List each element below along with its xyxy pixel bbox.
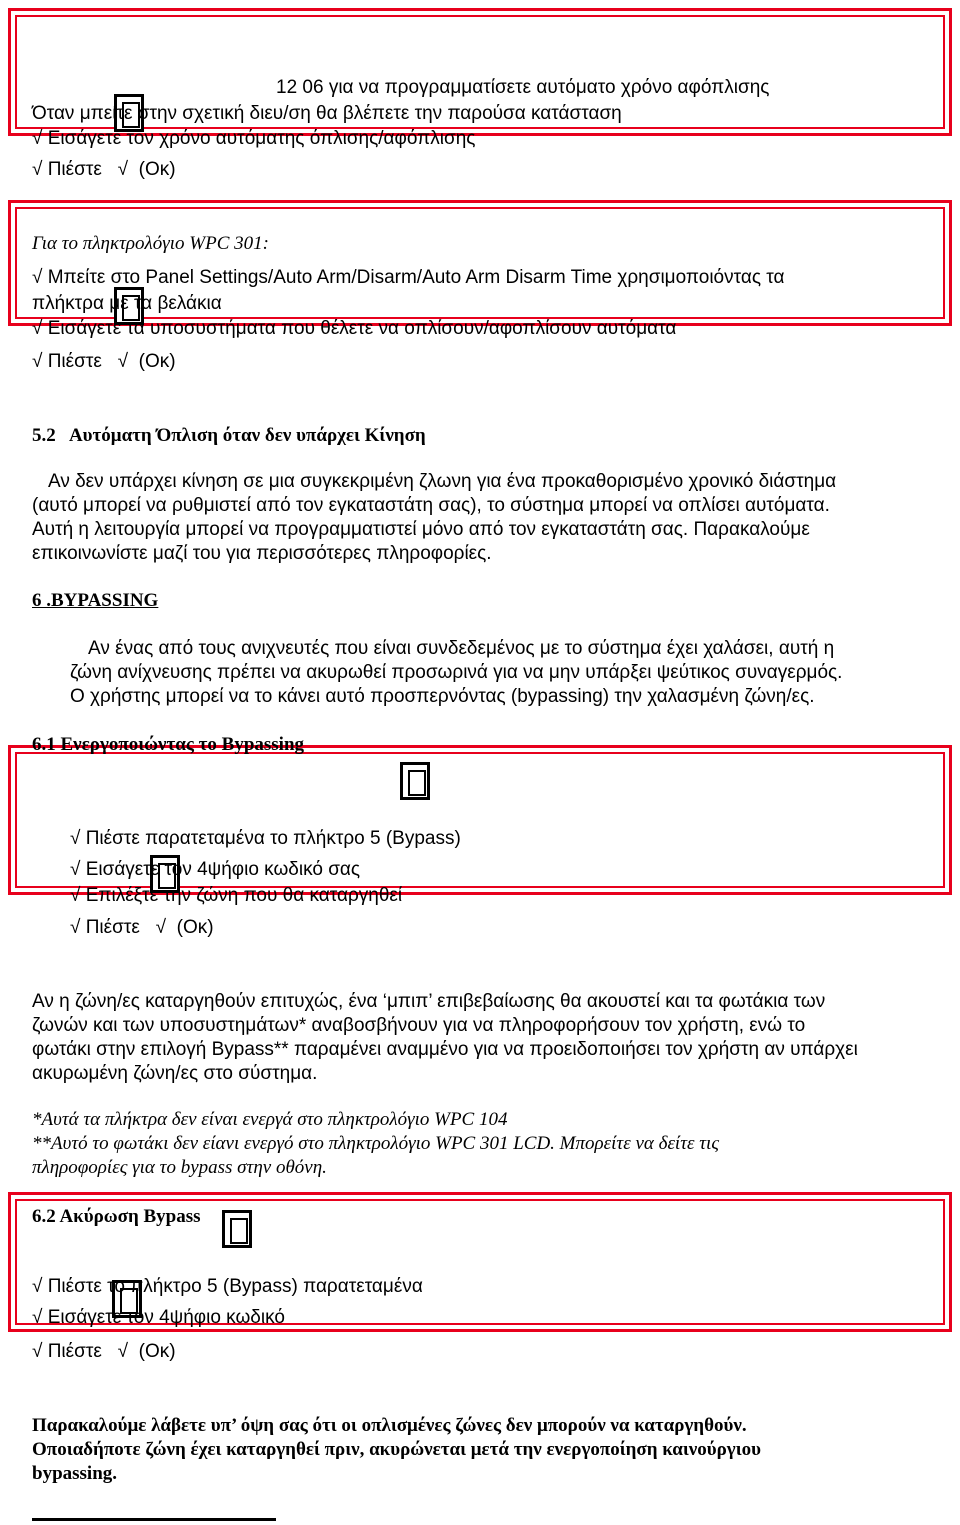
section-6-para: Αν ένας από τους ανιχνευτές που είναι συνδεδεμένος με το σύστημα έχει χαλάσει, αυτή η [88, 638, 835, 659]
section-5-2-para: Αυτή η λειτουργία μπορεί να προγραμματιστεί μόνο από τον εγκαταστάτη σας. Παρακαλούμε [32, 519, 810, 540]
keypad-key-icon [400, 762, 430, 800]
wpc301-step-menu-cont: πλήκτρα με τα βελάκια [32, 293, 222, 314]
bypass-result-para: ζωνών και των υποσυστημάτων* αναβοσβήνουν για να πληροφορήσουν τον χρήστη, ενώ το [32, 1015, 806, 1036]
section-6-1-title: 6.1 Ενεργοποιώντας το Bypassing [32, 734, 305, 755]
unbypass-step-ok: √ Πιέστε √ (Οκ) [32, 1341, 176, 1362]
bypass-step-select-zone: √ Επιλέξτε την ζώνη που θα καταργηθεί [70, 885, 403, 906]
warning-note: bypassing. [32, 1463, 118, 1484]
bypass-result-para: ακυρωμένη ζώνη/ες στο σύστημα. [32, 1063, 318, 1084]
warning-note: Οποιαδήποτε ζώνη έχει καταργηθεί πριν, ακυρώνεται μετά την ενεργοποίηση καινούργιου [32, 1439, 761, 1460]
footnote-led: πληροφορίες για το bypass στην οθόνη. [32, 1157, 327, 1178]
wpc301-step-menu: √ Μπείτε στο Panel Settings/Auto Arm/Disarm/Auto Arm Disarm Time χρησιμοποιόντας τα [32, 267, 785, 288]
section-5-2-title: 5.2 Αυτόματη Όπλιση όταν δεν υπάρχει Κίνηση [32, 425, 426, 446]
bypass-step-hold-key: √ Πιέστε παρατεταμένα το πλήκτρο 5 (Bypass) [70, 828, 461, 849]
footnote-keys: *Αυτά τα πλήκτρα δεν είναι ενεργά στο πληκτρολόγιο WPC 104 [32, 1109, 508, 1130]
auto-time-step-ok: √ Πιέστε √ (Οκ) [32, 159, 176, 180]
section-6-para: Ο χρήστης μπορεί να το κάνει αυτό προσπερνόντας (bypassing) την χαλασμένη ζώνη/ες. [70, 686, 815, 707]
warning-note: Παρακαλούμε λάβετε υπ’ όψη σας ότι οι οπλισμένες ζώνες δεν μπορούν να καταργηθούν. [32, 1415, 747, 1436]
unbypass-step-hold-key: √ Πιέστε το πλήκτρο 5 (Bypass) παρατεταμένα [32, 1276, 423, 1297]
auto-time-intro: 12 06 για να προγραμματίσετε αυτόματο χρόνο αφόπλισης [276, 77, 770, 98]
bypass-step-ok: √ Πιέστε √ (Οκ) [70, 917, 214, 938]
section-5-2-para: επικοινωνίστε μαζί του για περισσότερες πληροφορίες. [32, 543, 492, 564]
keypad-key-icon [222, 1210, 252, 1248]
section-6-para: ζώνη ανίχνευσης πρέπει να ακυρωθεί προσωρινά για να μην υπάρξει ψεύτικος συναγερμός. [70, 662, 843, 683]
footer-rule [32, 1518, 276, 1521]
bypass-result-para: Αν η ζώνη/ες καταργηθούν επιτυχώς, ένα ‘μπιπ’ επιβεβαίωσης θα ακουστεί και τα φωτάκια των [32, 991, 826, 1012]
wpc301-step-ok: √ Πιέστε √ (Οκ) [32, 351, 176, 372]
bypass-result-para: φωτάκι στην επιλογή Bypass** παραμένει αναμμένο για να προειδοποιήσει τον χρήστη αν υπάρχει [32, 1039, 858, 1060]
footnote-led: **Αυτό το φωτάκι δεν είανι ενεργό στο πληκτρολόγιο WPC 301 LCD. Μπορείτε να δείτε τις [32, 1133, 720, 1154]
auto-time-status-line: Όταν μπείτε στην σχετική διευ/ση θα βλέπετε την παρούσα κατάσταση [32, 103, 622, 124]
section-5-2-para: (αυτό μπορεί να ρυθμιστεί από τον εγκαταστάτη σας), το σύστημα μπορεί να οπλίσει αυτόματα. [32, 495, 830, 516]
section-6-2-title: 6.2 Ακύρωση Bypass [32, 1206, 201, 1227]
unbypass-step-enter-code: √ Εισάγετε τον 4ψήφιο κωδικό [32, 1307, 285, 1328]
section-5-2-para: Αν δεν υπάρχει κίνηση σε μια συγκεκριμένη ζλωνη για ένα προκαθορισμένο χρονικό διάστημα [48, 471, 837, 492]
section-6-title: 6 .BYPASSING [32, 590, 159, 611]
wpc301-step-partitions: √ Εισάγετε τα υποσυστήματα που θέλετε να οπλίσουν/αφοπλίσουν αυτόματα [32, 318, 677, 339]
bypass-step-enter-code: √ Εισάγετε τον 4ψήφιο κωδικό σας [70, 859, 361, 880]
wpc301-heading: Για το πληκτρολόγιο WPC 301: [32, 233, 269, 254]
auto-time-step-enter: √ Εισάγετε τον χρόνο αυτόματης όπλισης/αφόπλισης [32, 128, 476, 149]
